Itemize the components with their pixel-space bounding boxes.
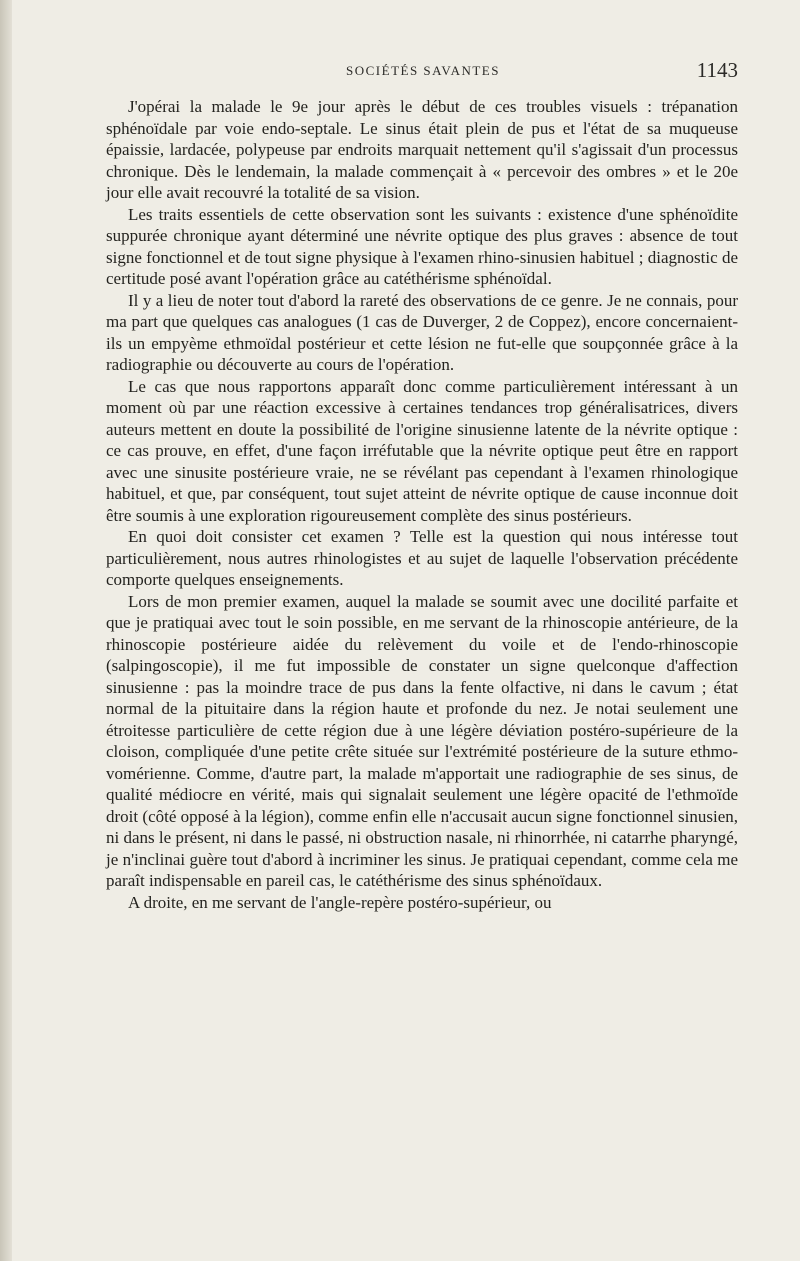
paragraph: Il y a lieu de noter tout d'abord la rareté des observations de ce genre. Je ne connais, pour ma part que quelques cas analogues (1 cas de Duverger, 2 de Coppez), encore concernaient-ils un empyème ethmoïdal postérieur et cette lésion ne fut-elle que soupçonnée grâce à la radiographie ou découverte au cours de l'opération. bbox=[106, 290, 738, 374]
page-number: 1143 bbox=[696, 58, 738, 82]
paragraph: Les traits essentiels de cette observation sont les suivants : existence d'une sphénoïdite suppurée chronique ayant déterminé une névrite optique des plus graves : absence de tout signe fonctionnel et de tout signe physique à l'examen rhino-sinusien habituel ; diagnostic de certitude posé avant l'opération grâce au catéthérisme sphénoïdal. bbox=[106, 204, 738, 288]
paragraph: Lors de mon premier examen, auquel la malade se soumit avec une docilité parfaite et que je pratiquai avec tout le soin possible, en me servant de la rhinoscopie antérieure, de la rhinoscopie postérieure aidée du relèvement du voile et de l'endo-rhinoscopie (salpingoscopie), il me fut impossible de constater un signe quelconque d'affection sinusienne : pas la moindre trace de pus dans la fente olfactive, ni dans le cavum ; état normal de la pituitaire dans la région haute et profonde du nez. Je notai seulement une étroitesse particulière de cette région due à une légère déviation postéro-supérieure de la cloison, compliquée d'une petite crête située sur l'extrémité postérieure de la suture ethmo-vomérienne. Comme, d'autre part, la malade m'apportait une radiographie de ses sinus, de qualité médiocre en vérité, mais qui signalait seulement une légère opacité de l'ethmoïde droit (côté opposé à la légion), comme enfin elle n'accusait aucun signe fonctionnel sinusien, ni dans le présent, ni dans le passé, ni obstruction nasale, ni rhinorrhée, ni catarrhe pharyngé, je n'inclinai guère tout d'abord à incriminer les sinus. Je pratiquai cependant, comme cela me paraît indispensable en pareil cas, le catéthérisme des sinus sphénoïdaux. bbox=[106, 591, 738, 890]
body-text bbox=[106, 96, 738, 913]
paragraph: Le cas que nous rapportons apparaît donc comme particulièrement intéressant à un moment où par une réaction excessive à certaines tendances trop généralisatrices, divers auteurs mettent en doute la possibilité de l'origine sinusienne latente de la névrite optique : ce cas prouve, en effet, d'une façon irréfutable que la névrite optique peut être en rapport avec une sinusite postérieure vraie, ne se révélant pas cependant à l'examen rhinologique habituel, et que, par conséquent, tout sujet atteint de névrite optique de cause inconnue doit être soumis à une exploration rigoureusement complète des sinus postérieurs. bbox=[106, 376, 738, 525]
paragraph: A droite, en me servant de l'angle-repère postéro-supérieur, ou bbox=[128, 892, 552, 912]
page-edge-shadow bbox=[0, 0, 12, 1261]
running-header bbox=[108, 60, 738, 84]
running-title: SOCIÉTÉS SAVANTES bbox=[346, 63, 500, 78]
paragraph: En quoi doit consister cet examen ? Telle est la question qui nous intéresse tout particulièrement, nous autres rhinologistes et au sujet de laquelle l'observation précédente comporte quelques enseignements. bbox=[106, 527, 738, 589]
paragraph: J'opérai la malade le 9e jour après le début de ces troubles visuels : trépanation sphénoïdale par voie endo-septale. Le sinus était plein de pus et l'état de sa muqueuse épaissie, lardacée, polypeuse par endroits marquait nettement qu'il s'agissait d'un processus chronique. Dès le lendemain, la malade commençait à « percevoir des ombres » et le 20e jour elle avait recouvré la totalité de sa vision. bbox=[106, 97, 738, 202]
